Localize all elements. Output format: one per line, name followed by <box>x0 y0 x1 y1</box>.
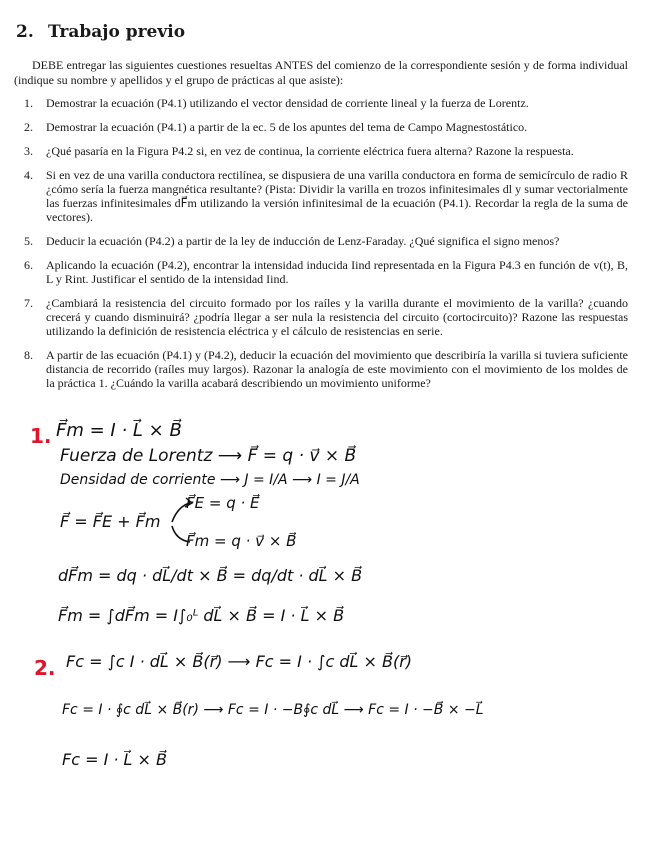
answer-2-line-3: Fc = I · L⃗ × B⃗ <box>62 750 168 769</box>
answer-1-line-3: Densidad de corriente ⟶ J = I/A ⟶ I = J/A <box>60 472 360 488</box>
answer-2-number: 2. <box>34 656 56 680</box>
answer-1-line-2: Fuerza de Lorentz ⟶ F⃗ = q · v⃗ × B⃗ <box>60 446 357 466</box>
section-number: 2. <box>16 22 34 42</box>
answer-1-number: 1. <box>30 424 52 448</box>
intro-paragraph: DEBE entregar las siguientes cuestiones resueltas ANTES del comienzo de la correspondiente sesión y de forma individual (indique su nombre y apellidos y el grupo de prácticas al que asiste): <box>14 58 628 87</box>
answer-2-line-1: Fc = ∫c I · dL⃗ × B⃗(r⃗) ⟶ Fc = I · ∫c dL⃗ × B⃗(r⃗) <box>66 652 413 671</box>
question-item: 4. Si en vez de una varilla conductora rectilínea, se dispusiera de una varilla conductora en forma de semicírculo de radio R ¿cómo sería la fuerza mangnética resultante? (Pista: Dividir la varilla en trozos infinitesimales dl y sumar vectorialmente las fuerzas infinitesimales dF⃗m utilizando la versión infinitesimal de la ecuación (P4.1). Recordar la regla de la suma de vectores). <box>24 168 628 224</box>
branch-arrow-upper <box>185 498 192 507</box>
answer-1-branch-2: F⃗m = q · v⃗ × B⃗ <box>186 532 297 550</box>
question-item: 3. ¿Qué pasaría en la Figura P4.2 si, en vez de continua, la corriente eléctrica fuera alterna? Razone la respuesta. <box>24 144 574 158</box>
answer-1-line-5: dF⃗m = dq · dL⃗/dt × B⃗ = dq/dt · dL⃗ × B⃗ <box>58 566 363 585</box>
question-item: 6. Aplicando la ecuación (P4.2), encontrar la intensidad inducida Iind representada en la Figura P4.3 en función de v(t), B, L y Rint. Justificar el sentido de la intensidad Iind. <box>24 258 628 286</box>
answer-1-branch-1: F⃗E = q · E⃗ <box>186 494 260 512</box>
branch-stroke-lower <box>172 526 190 542</box>
question-item: 1. Demostrar la ecuación (P4.1) utilizando el vector densidad de corriente lineal y la fuerza de Lorentz. <box>24 96 529 110</box>
question-item: 8. A partir de las ecuación (P4.1) y (P4.2), deducir la ecuación del movimiento que describiría la varilla si tuviera suficiente distancia de recorrido (raíles muy largos). Razonar la analogía de este movimiento con el movimiento de los moldes de la práctica 1. ¿Cuándo la varilla acabará describiendo un movimiento uniforme? <box>24 348 628 390</box>
answer-1-line-6: F⃗m = ∫dF⃗m = I∫₀ᴸ dL⃗ × B⃗ = I · L⃗ × B⃗ <box>58 606 345 625</box>
answer-1-line-1: F⃗m = I · L⃗ × B⃗ <box>56 420 182 441</box>
answer-2-line-2: Fc = I · ∮c dL⃗ × B⃗(r) ⟶ Fc = I · −B∮c dL⃗ ⟶ Fc = I · −B⃗ × −L⃗ <box>62 702 484 718</box>
section-title: Trabajo previo <box>48 22 186 42</box>
question-item: 5. Deducir la ecuación (P4.2) a partir de la ley de inducción de Lenz-Faraday. ¿Qué significa el signo menos? <box>24 234 560 248</box>
question-item: 7. ¿Cambiará la resistencia del circuito formado por los raíles y la varilla durante el movimiento de la varilla? ¿cuando crecerá y cuando disminuirá? ¿podría llegar a ser nula la resistencia del circuito (cortocircuito)? Razone las respuestas utilizando la definición de resistencia eléctrica y el cálculo de resistencias en serie. <box>24 296 628 338</box>
answer-1-line-4: F⃗ = F⃗E + F⃗m <box>60 512 161 531</box>
question-item: 2. Demostrar la ecuación (P4.1) a partir de la ec. 5 de los apuntes del tema de Campo Magnestostático. <box>24 120 528 134</box>
